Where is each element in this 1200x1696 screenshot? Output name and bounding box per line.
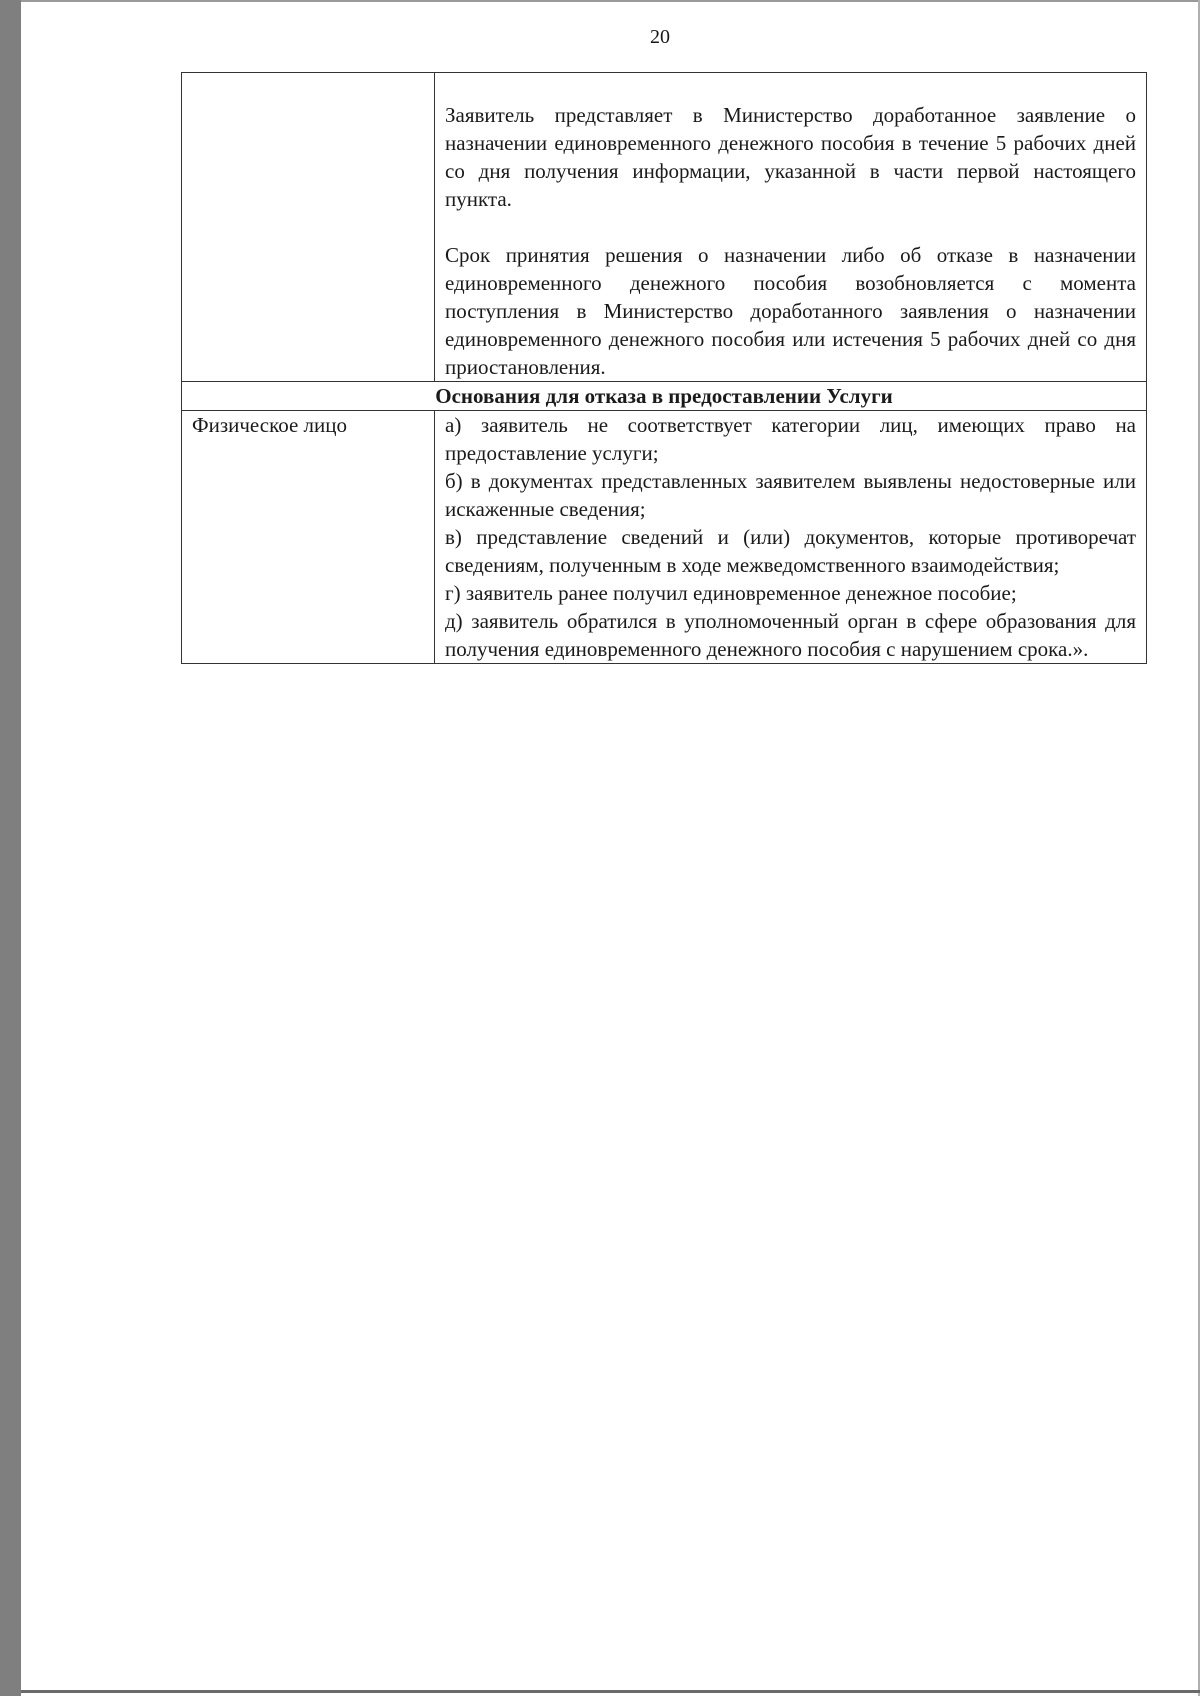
refusal-item-v: в) представление сведений и (или) документов, которые противоречат сведениям, полученным в ходе межведомственного взаимодействия; [445,525,1136,577]
refusal-item-a: а) заявитель не соответствует категории лиц, имеющих право на предоставление услуги; [445,413,1136,465]
table-row [182,411,1147,664]
table-row [182,382,1147,411]
paragraph-deadline-resumption: Срок принятия решения о назначении либо об отказе в назначении единовременного денежного пособия возобновляется с момента поступления в Министерство доработанного заявления о назначении единовременного денежного пособия или истечения 5 рабочих дней со дня приостановления. [445,243,1136,379]
refusal-grounds-cell [435,411,1147,664]
document-table [181,72,1147,664]
refusal-item-d: д) заявитель обратился в уполномоченный орган в сфере образования для получения единовременного денежного пособия с нарушением срока.». [445,609,1136,661]
page-number: 20 [650,26,670,48]
table-row [182,73,1147,382]
procedure-text-cell [435,73,1147,382]
refusal-item-b: б) в документах представленных заявителем выявлены недостоверные или искаженные сведения; [445,469,1136,521]
section-header-refusal-grounds: Основания для отказа в предоставлении Услуги [182,382,1147,411]
applicant-type-cell: Физическое лицо [182,411,435,664]
refusal-item-g: г) заявитель ранее получил единовременное денежное пособие; [445,581,1017,605]
paragraph-resubmission: Заявитель представляет в Министерство доработанное заявление о назначении единовременного денежного пособия в течение 5 рабочих дней со дня получения информации, указанной в части первой настоящего пункта. [445,103,1136,211]
page-bottom-edge [21,1690,1200,1693]
viewer-left-margin [0,0,21,1696]
empty-left-cell [182,73,435,382]
page-top-edge [21,0,1200,2]
